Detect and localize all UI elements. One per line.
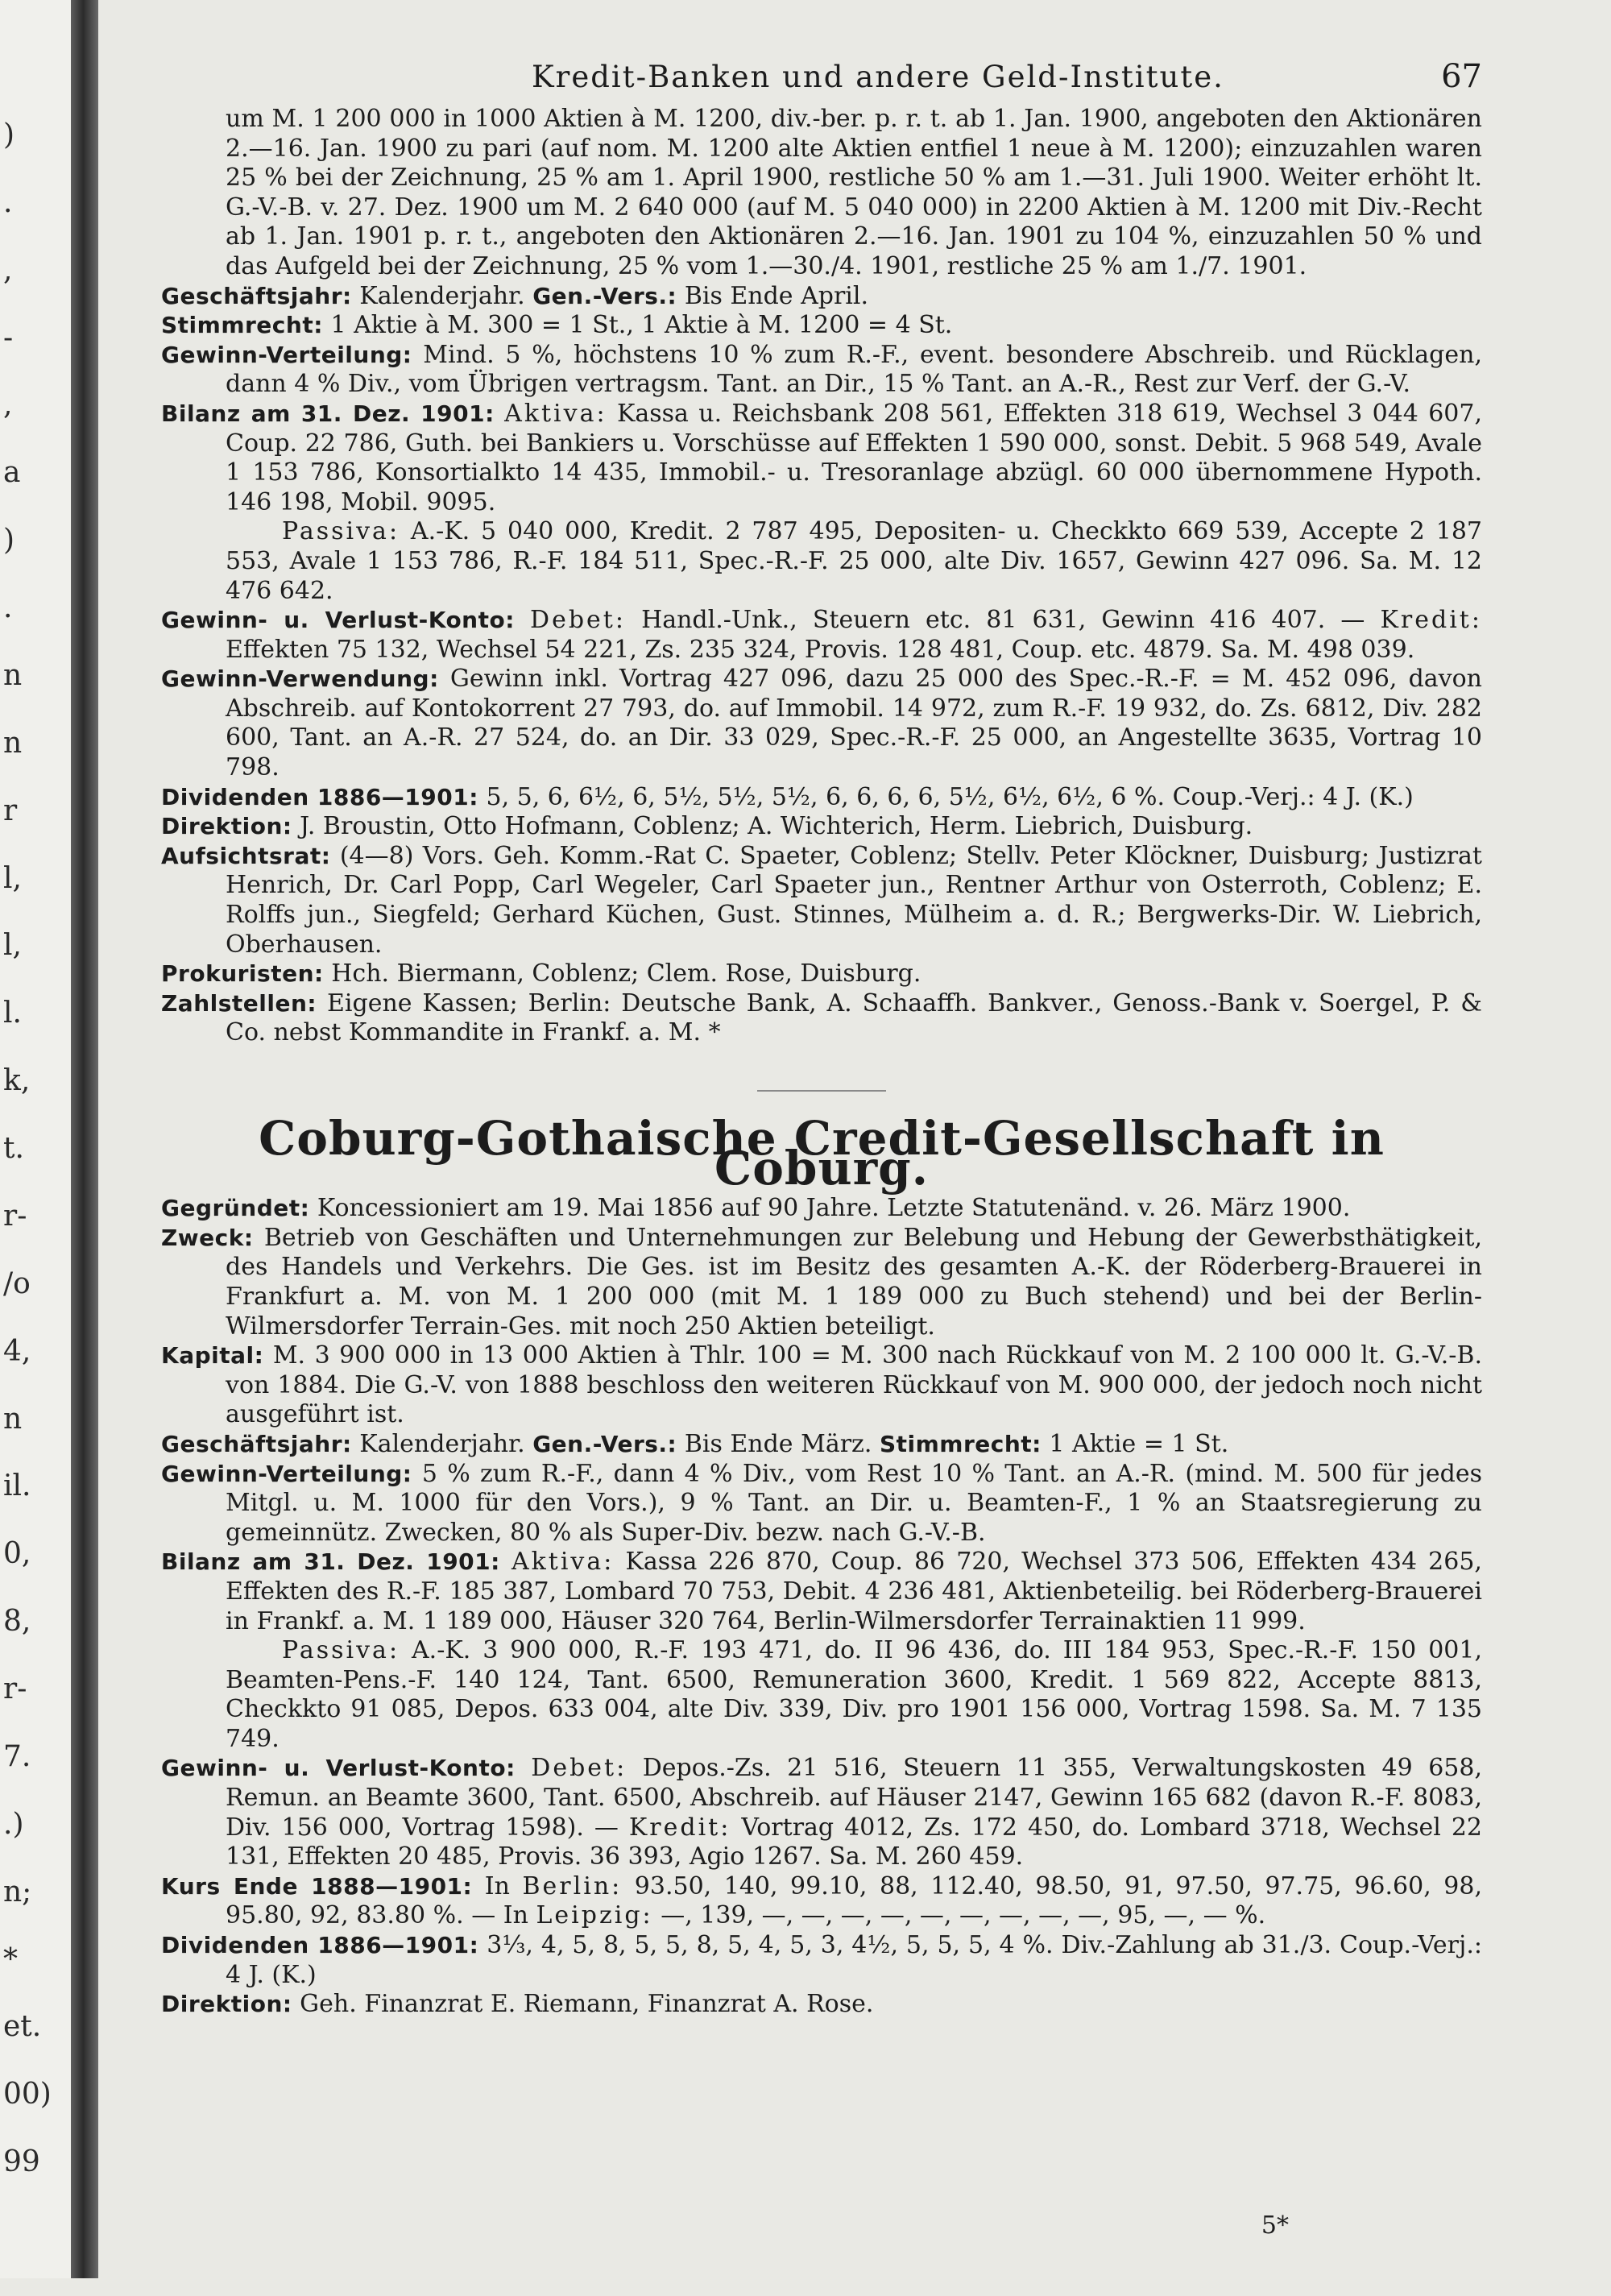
geschaeftsjahr-text-2: Kalenderjahr. (359, 1429, 525, 1458)
aktiva-text: Kassa u. Reichsbank 208 561, Effekten 318 619, Wechsel 3 044 607, Coup. 22 786, Guth. bei Bankiers u. Vorschüsse auf Effekten 1 590 000, sonst. Debit. 5 968 549, Avale 1 153 786, Konsortialkto 14 435, Immobil.- u. Tresoranlage abzügl. 60 000 übernommene Hypoth. 146 198, Mobil. 9095. (226, 399, 1483, 516)
dividenden-label: Dividenden 1886—1901: (161, 783, 478, 810)
aufsichtsrat-label: Aufsichtsrat: (161, 842, 331, 869)
gewinnverteilung-label: Gewinn-Verteilung: (161, 341, 412, 368)
kredit-text: Effekten 75 132, Wechsel 54 221, Zs. 235 324, Provis. 128 481, Coup. etc. 4879. Sa. M. 498 039. (226, 635, 1415, 664)
voting-right-line (161, 311, 1482, 341)
dividends-line-2 (161, 1931, 1482, 1990)
purpose-line (161, 1224, 1482, 1341)
signature-mark: 5* (1261, 2211, 1289, 2240)
margin-fragment: ) (3, 118, 15, 151)
adjacent-page-fragments (0, 118, 64, 2296)
gewinnverteilung-label-2: Gewinn-Verteilung: (161, 1460, 412, 1487)
section-divider (757, 1090, 886, 1092)
entry-coburg-gothaische (161, 1111, 1483, 2020)
margin-fragment: r- (3, 1672, 27, 1705)
gewinnverteilung-text: Mind. 5 %, höchstens 10 % zum R.-F., event. besondere Abschreib. und Rücklagen, dann 4 % Div., vom Übrigen vertragsm. Tant. an Dir., 15 % Tant. an A.-R., Rest zur Verf. der G.-V. (226, 340, 1482, 399)
margin-fragment: a (3, 456, 21, 489)
margin-fragment: l, (3, 929, 22, 962)
kurs-text-a: In (484, 1871, 510, 1900)
balance-sheet-liabilities (161, 517, 1482, 606)
share-price-line (161, 1872, 1482, 1931)
geschaeftsjahr-label-2: Geschäftsjahr: (161, 1430, 352, 1457)
margin-fragment: . (3, 186, 13, 219)
book-gutter (71, 0, 98, 2278)
margin-fragment: 00) (3, 2078, 52, 2111)
debet-text: Handl.-Unk., Steuern etc. 81 631, Gewinn 416 407. — (641, 606, 1365, 635)
kurs-berlin: Berlin: (522, 1871, 623, 1900)
margin-fragment: 99 (3, 2145, 40, 2178)
gewinnverteilung-text-2: 5 % zum R.-F., dann 4 % Div., vom Rest 10 % Tant. an A.-R. (mind. M. 500 für jedes Mitgl. u. M. 1000 für den Vors.), 9 % Tant. an Dir. u. Beamten-F., 1 % an Staatsregierung zu gemeinnütz. Zwecken, 80 % als Super-Div. bezw. nach G.-V.-B. (226, 1459, 1482, 1547)
dividenden-text: 5, 5, 6, 6½, 6, 5½, 5½, 5½, 6, 6, 6, 6, 5½, 6½, 6½, 6 %. Coup.-Verj.: 4 J. (K.) (486, 782, 1414, 811)
entry-title: Coburg-Gothaische Credit-Gesellschaft in Coburg. (259, 1111, 1385, 1196)
genvers-label-2: Gen.-Vers.: (532, 1430, 677, 1457)
passiva-word-2: Passiva: (282, 1636, 400, 1665)
aktiva-word-2: Aktiva: (511, 1548, 615, 1577)
margin-fragment: * (3, 1943, 18, 1976)
kredit-text-2: Vortrag 4012, Zs. 172 450, do. Lombard 3718, Wechsel 22 131, Effekten 20 485, Provis. 36 393, Agio 1267. Sa. M. 260 459. (226, 1813, 1483, 1871)
margin-fragment: t. (3, 1132, 24, 1165)
gegruendet-label: Gegründet: (161, 1195, 310, 1222)
profit-distribution-2 (161, 1460, 1482, 1548)
stimmrecht-label: Stimmrecht: (161, 312, 323, 339)
dividenden-text-2: 3⅓, 4, 5, 8, 5, 5, 8, 5, 4, 5, 3, 4½, 5, 5, 5, 4 %. Div.-Zahlung ab 31./3. Coup.-Verj.: 4 J. (K.) (226, 1931, 1482, 1989)
capital-increase-text: um M. 1 200 000 in 1000 Aktien à M. 1200, div.-ber. p. r. t. ab 1. Jan. 1900, angeboten den Aktionären 2.—16. Jan. 1900 zu pari (auf nom. M. 1200 alte Aktien entfiel 1 neue à M. 1200); einzuzahlen waren 25 % bei der Zeichnung, 25 % am 1. April 1900, restliche 50 % am 1.—31. Juli 1900. Weiter erhöht lt. G.-V.-B. v. 27. Dez. 1900 um M. 2 640 000 (auf M. 5 040 000) in 2200 Aktien à M. 1200 mit Div.-Recht ab 1. Jan. 1901 p. r. t., angeboten den Aktionären 2.—16. Jan. 1901 zu 104 %, einzuzahlen 50 % und das Aufgeld bei der Zeichnung, 25 % vom 1.—30./4. 1901, restliche 25 % am 1./7. 1901. (226, 105, 1482, 280)
margin-fragment: r (3, 794, 18, 827)
passiva-text-2: A.-K. 3 900 000, R.-F. 193 471, do. II 96 436, do. III 184 953, Spec.-R.-F. 150 001, Beamten-Pens.-F. 140 124, Tant. 6500, Remuneration 3600, Kredit. 1 569 822, Accepte 8813, Checkkto 91 085, Depos. 633 004, alte Div. 339, Div. pro 1901 156 000, Vortrag 1598. Sa. M. 7 135 749. (226, 1636, 1482, 1753)
margin-fragment: 7. (3, 1740, 31, 1773)
margin-fragment: n (3, 1403, 23, 1436)
profit-distribution (161, 341, 1482, 400)
balance-sheet-liabilities-2 (161, 1636, 1482, 1754)
fiscal-year-line-2 (161, 1430, 1482, 1460)
management-line-2 (161, 1990, 1482, 2020)
margin-fragment: 4, (3, 1335, 31, 1368)
margin-fragment: k, (3, 1064, 31, 1097)
prokuristen-label: Prokuristen: (161, 960, 324, 988)
balance-sheet-assets-2 (161, 1548, 1482, 1636)
running-head (161, 48, 1482, 105)
margin-fragment: .) (3, 1808, 24, 1841)
profit-use (161, 665, 1482, 782)
passiva-text: A.-K. 5 040 000, Kredit. 2 787 495, Depositen- u. Checkkto 669 539, Accepte 2 187 553, Avale 1 153 786, R.-F. 184 511, Spec.-R.-F. 25 000, alte Div. 1657, Gewinn 427 096. Sa. M. 12 476 642. (226, 517, 1482, 605)
kapital-text: M. 3 900 000 in 13 000 Aktien à Thlr. 100 = M. 300 nach Rückkauf von M. 2 100 000 lt. G.-V.-B. von 1884. Die G.-V. von 1888 beschloss den weiteren Rückkauf von M. 900 000, der jedoch noch nicht ausgeführt ist. (226, 1341, 1482, 1429)
profit-loss-account (161, 606, 1482, 665)
margin-fragment: n (3, 727, 23, 760)
margin-fragment: , (3, 254, 13, 287)
kurs-leipzig: Leipzig: (536, 1901, 653, 1930)
paying-agents (161, 989, 1482, 1048)
passiva-word: Passiva: (282, 517, 400, 546)
margin-fragment: il. (3, 1469, 31, 1502)
fiscal-year-line (161, 282, 1482, 312)
page-number: 67 (1441, 58, 1482, 95)
debet-text-2: Depos.-Zs. 21 516, Steuern 11 355, Verwaltungskosten 49 658, Remun. an Beamte 3600, Tant. 6500, Abschreib. auf Häuser 2147, Gewinn 165 682 (davon R.-F. 8083, Div. 156 000, Vortrag 1598). — (226, 1754, 1482, 1842)
kurs-label: Kurs Ende 1888—1901: (161, 1872, 473, 1900)
capital-line (161, 1341, 1482, 1430)
aktiva-text-2: Kassa 226 870, Coup. 86 720, Wechsel 373 506, Effekten 434 265, Effekten des R.-F. 185 387, Lombard 70 753, Debit. 4 236 481, Aktienbeteilig. bei Röderberg-Brauerei in Frankf. a. M. 1 189 000, Häuser 320 764, Berlin-Wilmersdorfer Terrainaktien 11 999. (226, 1548, 1482, 1635)
verwendung-label: Gewinn-Verwendung: (161, 665, 439, 693)
margin-fragment: ) (3, 524, 15, 557)
margin-fragment: . (3, 591, 13, 624)
management-line (161, 812, 1482, 842)
geschaeftsjahr-text: Kalenderjahr. (359, 281, 525, 310)
stimmrecht-text-2: 1 Aktie = 1 St. (1049, 1429, 1229, 1458)
profit-loss-account-2 (161, 1754, 1482, 1871)
bilanz-label: Bilanz am 31. Dez. 1901: (161, 400, 495, 427)
supervisory-board (161, 842, 1482, 959)
zahlstellen-label: Zahlstellen: (161, 989, 317, 1017)
aufsichtsrat-text: (4—8) Vors. Geh. Komm.-Rat C. Spaeter, Coblenz; Stellv. Peter Klöckner, Duisburg; Justizrat Henrich, Dr. Carl Popp, Carl Wegeler, Carl Spaeter jun., Rentner Arthur von Osterroth, Coblenz; E. Rolffs jun., Siegfeld; Gerhard Küchen, Gust. Stinnes, Mülheim a. d. R.; Bergwerks-Dir. W. Liebrich, Oberhausen. (226, 841, 1482, 959)
entry-continued (161, 105, 1482, 1048)
guv-label: Gewinn- u. Verlust-Konto: (161, 607, 515, 634)
margin-fragment: et. (3, 2010, 42, 2043)
margin-fragment: n (3, 659, 23, 692)
margin-fragment: l, (3, 862, 22, 895)
debet-word: Debet: (530, 606, 626, 635)
founded-line (161, 1194, 1482, 1224)
direktion-label: Direktion: (161, 813, 292, 840)
margin-fragment: - (3, 321, 14, 354)
margin-fragment: , (3, 388, 13, 421)
procurists-line (161, 959, 1482, 989)
stimmrecht-text: 1 Aktie à M. 300 = 1 St., 1 Aktie à M. 1200 = 4 St. (330, 311, 953, 340)
running-title: Kredit-Banken und andere Geld-Institute. (532, 60, 1224, 94)
stimmrecht-label-2: Stimmrecht: (879, 1430, 1042, 1457)
geschaeftsjahr-label: Geschäftsjahr: (161, 282, 352, 309)
kredit-word-2: Kredit: (628, 1813, 731, 1842)
genvers-text: Bis Ende April. (684, 281, 869, 310)
genvers-text-2: Bis Ende März. (684, 1429, 872, 1458)
kapital-label: Kapital: (161, 1342, 264, 1370)
kurs-text-c: —, 139, —, —, —, —, —, —, —, —, —, 95, —, — %. (661, 1901, 1266, 1930)
gegruendet-text: Koncessioniert am 19. Mai 1856 auf 90 Jahre. Letzte Statutenänd. v. 26. März 1900. (317, 1194, 1351, 1223)
verwendung-text: Gewinn inkl. Vortrag 427 096, dazu 25 000 des Spec.-R.-F. = M. 452 096, davon Abschreib. auf Kontokorrent 27 793, do. auf Immobil. 14 972, zum R.-F. 19 932, do. Zs. 6812, Div. 282 600, Tant. an A.-R. 27 524, do. an Dir. 33 029, Spec.-R.-F. 25 000, an Angestellte 3635, Vortrag 10 798. (226, 665, 1482, 782)
margin-fragment: n; (3, 1875, 32, 1908)
page-content (161, 48, 1482, 2240)
prokuristen-text: Hch. Biermann, Coblenz; Clem. Rose, Duisburg. (331, 959, 921, 988)
zweck-text: Betrieb von Geschäften und Unternehmungen zur Belebung und Hebung der Gewerbsthätigkeit, des Handels und Verkehrs. Die Ges. ist im Besitz des gesamten A.-K. der Röderberg-Brauerei in Frankfurt a. M. von M. 1 200 000 (mit M. 1 189 000 zu Buch stehend) und bei der Berlin-Wilmersdorfer Terrain-Ges. mit noch 250 Aktien beteiligt. (226, 1223, 1482, 1341)
margin-fragment: l. (3, 997, 22, 1030)
balance-sheet-assets (161, 400, 1482, 517)
margin-fragment: r- (3, 1200, 27, 1233)
margin-fragment: 0, (3, 1537, 31, 1570)
bilanz-label-2: Bilanz am 31. Dez. 1901: (161, 1548, 500, 1576)
margin-fragment: /o (3, 1267, 31, 1300)
kurs-text-b: 93.50, 140, 99.10, 88, 112.40, 98.50, 91, 97.50, 97.75, 96.60, 98, 95.80, 92, 83.80 %. — In (226, 1871, 1482, 1930)
dividenden-label-2: Dividenden 1886—1901: (161, 1932, 479, 1959)
zweck-label: Zweck: (161, 1224, 254, 1251)
guv-label-2: Gewinn- u. Verlust-Konto: (161, 1755, 516, 1782)
direktion-label-2: Direktion: (161, 1991, 292, 2018)
debet-word-2: Debet: (531, 1754, 627, 1783)
direktion-text-2: Geh. Finanzrat E. Riemann, Finanzrat A. Rose. (300, 1990, 874, 2019)
aktiva-word: Aktiva: (504, 399, 607, 428)
zahlstellen-text: Eigene Kassen; Berlin: Deutsche Bank, A. Schaaffh. Bankver., Genoss.-Bank v. Soergel, P. & Co. nebst Kommandite in Frankf. a. M. * (226, 988, 1482, 1047)
dividends-line (161, 783, 1482, 813)
direktion-text: J. Broustin, Otto Hofmann, Coblenz; A. Wichterich, Herm. Liebrich, Duisburg. (300, 812, 1253, 841)
margin-fragment: 8, (3, 1605, 31, 1638)
kredit-word: Kredit: (1380, 606, 1482, 635)
genvers-label: Gen.-Vers.: (532, 282, 677, 309)
